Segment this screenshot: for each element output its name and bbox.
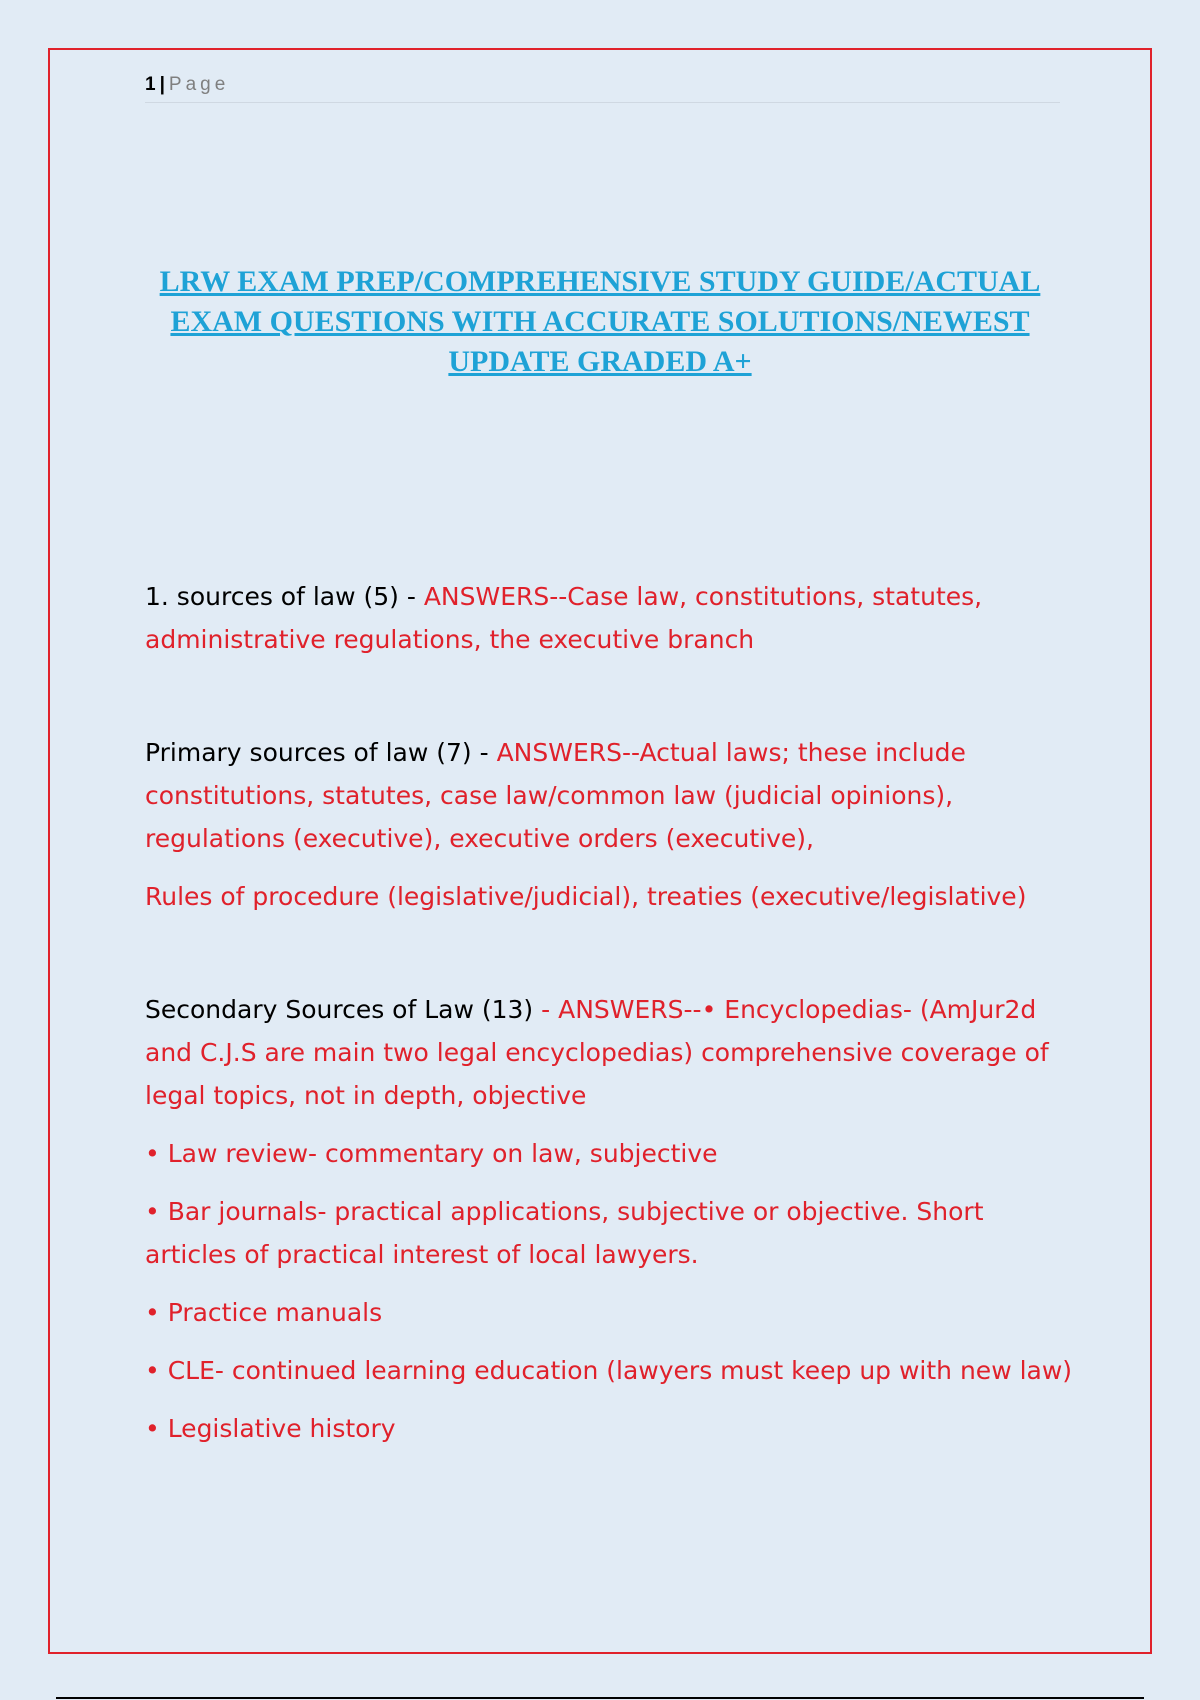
question-text: 1. sources of law (5) - [145, 582, 424, 611]
page-number: 1 [145, 74, 156, 95]
qa-item-2 [145, 731, 1075, 860]
qa-item-1 [145, 575, 1075, 661]
header-separator: | [159, 74, 165, 95]
answer-continuation: Rules of procedure (legislative/judicial), treaties (executive/legislative) [145, 882, 1027, 911]
question-text: Primary sources of law (7) - [145, 738, 497, 767]
page-label: Page [168, 74, 230, 95]
document-title: LRW EXAM PREP/COMPREHENSIVE STUDY GUIDE/ACTUAL EXAM QUESTIONS WITH ACCURATE SOLUTIONS/NEWEST UPDATE GRADED A+ [159, 265, 1041, 378]
bullet-item: • CLE- continued learning education (lawyers must keep up with new law) [145, 1356, 1073, 1385]
bullet-item: • Legislative history [145, 1414, 396, 1443]
qa-content [145, 575, 1075, 1450]
bullet-item: • Law review- commentary on law, subjective [145, 1139, 718, 1168]
bullet-item: • Bar journals- practical applications, subjective or objective. Short articles of practical interest of local lawyers. [145, 1197, 984, 1269]
bullet-item: • Practice manuals [145, 1298, 383, 1327]
question-text: Secondary Sources of Law (13) [145, 995, 542, 1024]
answer-text: ANSWERS--Actual laws; these include constitutions, statutes, case law/common law (judicial opinions), regulations (executive), executive orders (executive), [145, 738, 966, 853]
answer-text: - ANSWERS--• Encyclopedias- (AmJur2d and C.J.S are main two legal encyclopedias) comprehensive coverage of legal topics, not in depth, objective [145, 995, 1049, 1110]
page-header [145, 72, 1060, 103]
qa-item-3 [145, 988, 1075, 1117]
bottom-divider [56, 1697, 1144, 1699]
answer-text: ANSWERS--Case law, constitutions, statutes, administrative regulations, the executive branch [145, 582, 983, 654]
